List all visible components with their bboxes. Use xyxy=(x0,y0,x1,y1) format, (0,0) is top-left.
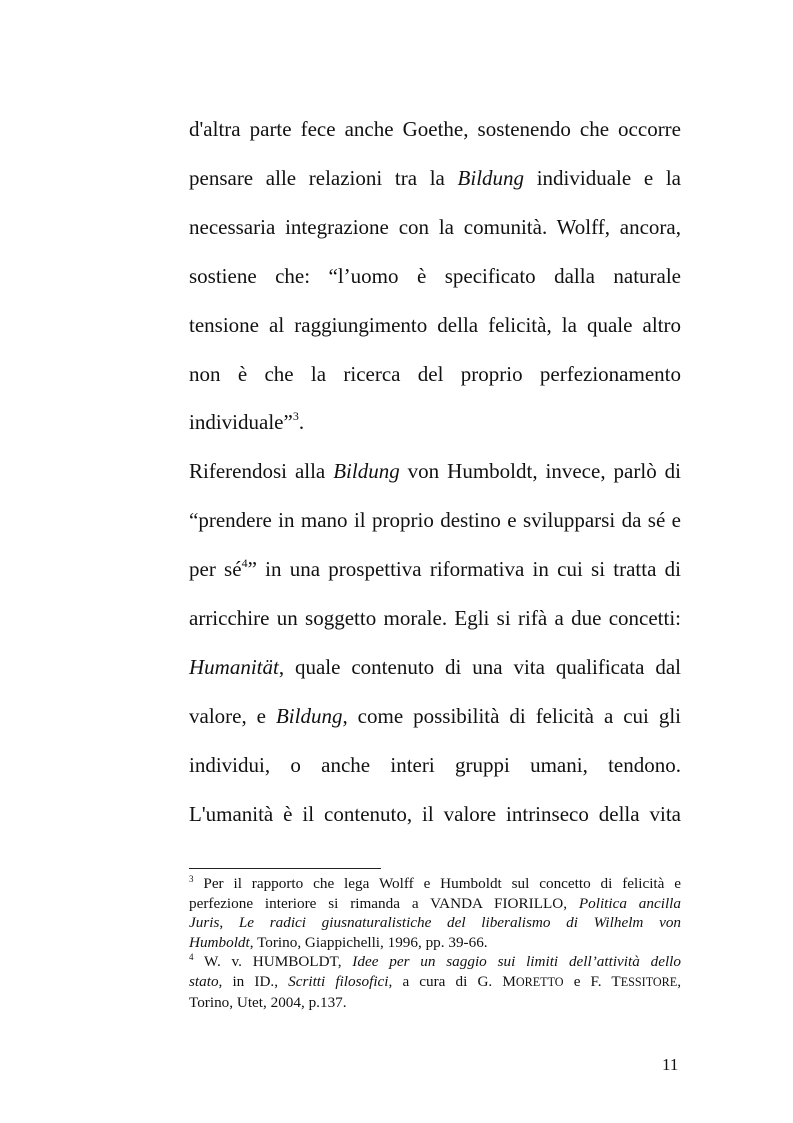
body-line xyxy=(189,311,681,339)
text-run: necessaria integrazione con la comunità. Wolff, ancora, xyxy=(189,214,681,239)
footnote-separator xyxy=(189,868,381,869)
text-run: Per il rapporto che lega Wolff e Humboldt sul concetto di felicità e xyxy=(193,875,681,892)
body-line xyxy=(189,800,681,828)
footnote-line xyxy=(189,913,681,933)
body-line xyxy=(189,506,681,534)
body-line xyxy=(189,164,681,192)
text-run: “prendere in mano il proprio destino e svilupparsi da sé e xyxy=(189,508,681,533)
text-run: Juris xyxy=(189,914,220,932)
text-run: Bildung xyxy=(457,165,525,190)
footnote-line xyxy=(189,933,681,953)
text-run: stato xyxy=(189,972,219,990)
footnote-marker: 3 xyxy=(189,874,194,884)
body-line xyxy=(189,360,681,388)
footnote-line xyxy=(189,874,681,894)
body-line xyxy=(189,457,681,485)
text-run: ESSITORE xyxy=(620,974,678,989)
text-run: perfezione interiore si rimanda a VANDA FIORILLO, xyxy=(189,894,579,912)
text-run: Politica ancilla xyxy=(578,894,681,912)
page-number: 11 xyxy=(662,1055,679,1074)
text-run: arricchire un soggetto morale. Egli si rifà a due concetti: xyxy=(189,606,681,630)
body-line xyxy=(189,115,681,143)
text-run: individuale e la xyxy=(524,165,681,190)
footnotes xyxy=(189,874,681,1012)
footnote-line xyxy=(189,972,681,993)
text-run: Idee per un saggio sui limiti dell’attività dello xyxy=(352,953,681,971)
text-run: ” in una prospettiva riformativa in cui si tratta di xyxy=(247,557,681,582)
text-run: von Humboldt, invece, parlò di xyxy=(399,459,681,484)
footnote-marker: 4 xyxy=(189,952,194,963)
footnote-marker: 4 xyxy=(241,556,248,571)
text-run: , Torino, Giappichelli, 1996, pp. 39-66. xyxy=(249,933,488,951)
footnote-3 xyxy=(189,874,681,952)
text-run: valore, e xyxy=(189,703,276,728)
text-run: d'altra parte fece anche Goethe, sostenendo che occorre xyxy=(189,117,681,141)
text-run: , in ID., xyxy=(218,972,289,990)
body-line xyxy=(189,555,681,583)
text-run: . xyxy=(298,410,305,435)
text-run: tensione al raggiungimento della felicità, la quale altro xyxy=(189,312,681,337)
text-run: Torino, Utet, 2004, p.137. xyxy=(189,993,347,1011)
text-run: Riferendosi alla xyxy=(189,459,334,484)
text-run: e F. T xyxy=(563,972,621,990)
text-run: individui, o anche interi gruppi umani, tendono. xyxy=(189,752,681,777)
footnote-line xyxy=(189,993,681,1013)
footnote-line xyxy=(189,894,681,914)
text-run: ORETTO xyxy=(515,974,564,989)
text-run: Scritti filosofici xyxy=(288,972,389,990)
body-line xyxy=(189,408,681,436)
body-line xyxy=(189,262,681,290)
text-run: Humanität xyxy=(189,654,279,679)
text-run: , xyxy=(677,972,682,990)
text-run: Le radici giusnaturalistiche del liberalismo di Wilhelm von xyxy=(238,914,682,932)
text-run: non è che la ricerca del proprio perfezionamento xyxy=(189,361,681,386)
text-run: Bildung xyxy=(333,459,400,484)
footnote-4 xyxy=(189,952,681,1012)
text-run: per sé xyxy=(189,557,242,582)
text-run: , quale contenuto di una vita qualificata dal xyxy=(278,654,681,679)
text-run: , xyxy=(219,914,239,932)
text-run: L'umanità è il contenuto, il valore intrinseco della vita xyxy=(189,801,681,826)
text-run: , a cura di G. M xyxy=(388,972,516,990)
body-line xyxy=(189,751,681,779)
text-run: sostiene che: “l’uomo è specificato dalla naturale xyxy=(189,263,681,288)
footnote-line xyxy=(189,952,681,972)
text-run: Humboldt xyxy=(189,933,250,951)
body-line xyxy=(189,702,681,730)
body-line xyxy=(189,213,681,241)
text-run: individuale” xyxy=(189,410,293,435)
text-run: Bildung xyxy=(275,703,343,728)
footnote-marker: 3 xyxy=(292,409,299,424)
text-run: W. v. HUMBOLDT, xyxy=(193,953,353,971)
text-run: , come possibilità di felicità a cui gli xyxy=(342,703,682,728)
text-run: pensare alle relazioni tra la xyxy=(189,165,458,190)
body-line xyxy=(189,604,681,632)
body-line xyxy=(189,653,681,681)
